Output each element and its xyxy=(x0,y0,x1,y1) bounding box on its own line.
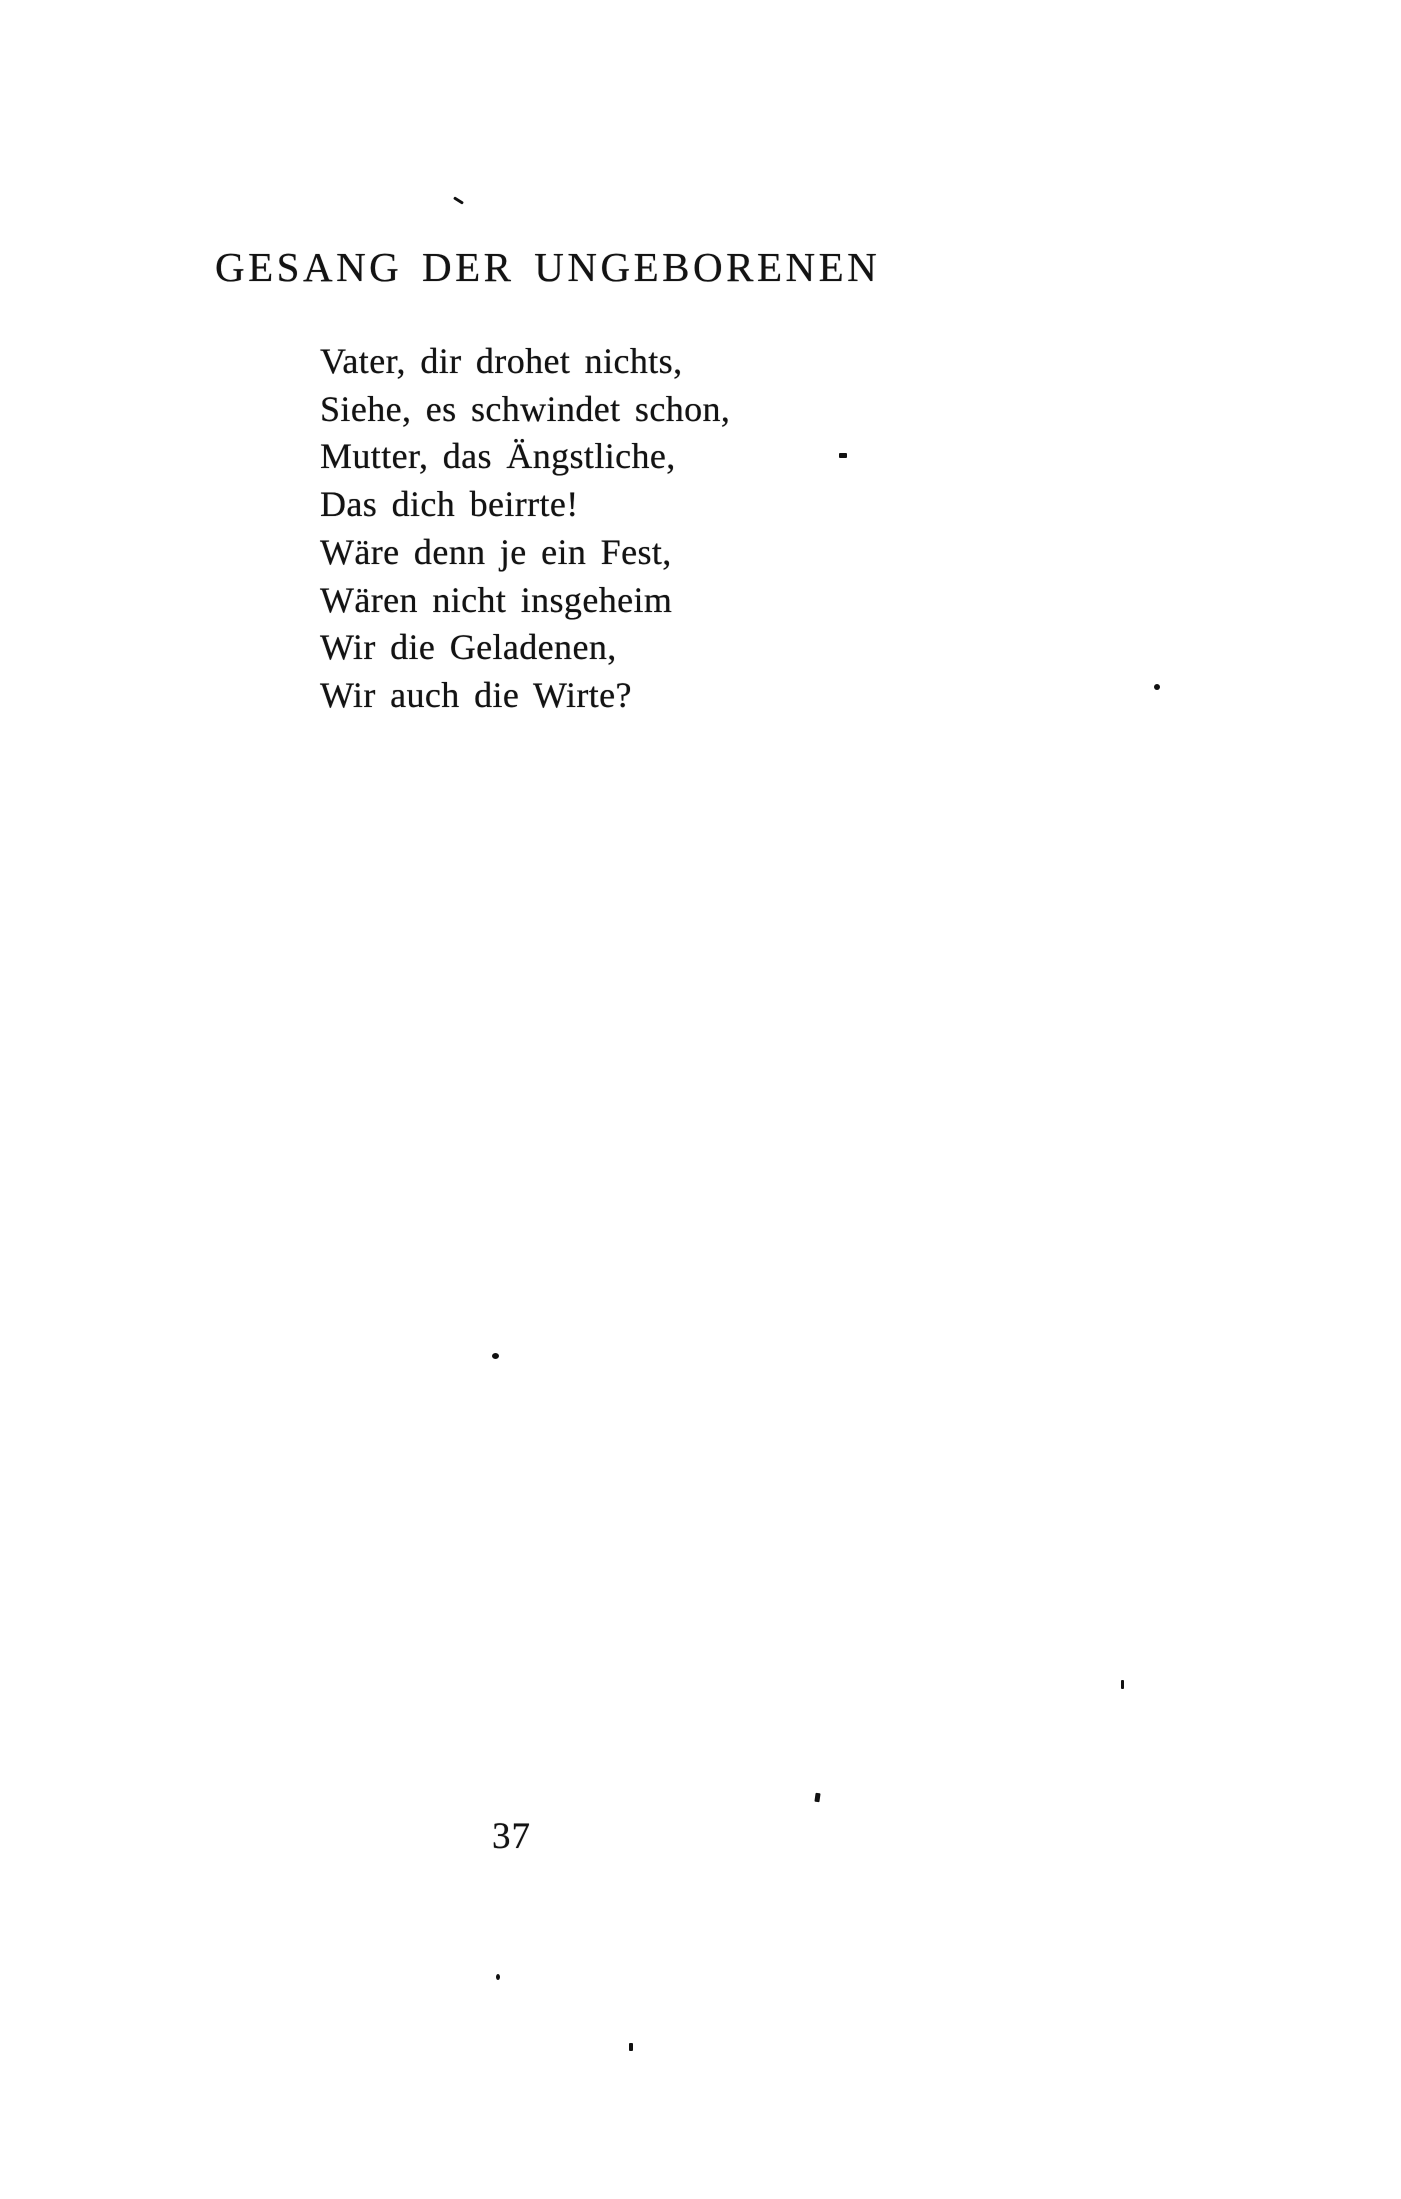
page-number: 37 xyxy=(492,1816,531,1857)
scan-speck xyxy=(492,1353,499,1359)
poem-line: Das dich beirrte! xyxy=(320,484,579,525)
poem-line: Wir die Geladenen, xyxy=(320,627,617,668)
scan-speck xyxy=(496,1974,500,1980)
poem-title: GESANG DER UNGEBORENEN xyxy=(215,244,881,290)
scan-speck xyxy=(629,2043,633,2051)
poem-line: Siehe, es schwindet schon, xyxy=(320,388,731,429)
poem-line: Wir auch die Wirte? xyxy=(320,674,632,715)
scan-speck xyxy=(839,453,847,458)
poem-line: Vater, dir drohet nichts, xyxy=(320,341,683,381)
scan-speck xyxy=(814,1793,820,1803)
scan-speck xyxy=(1154,684,1160,690)
poem-stanza xyxy=(320,338,730,720)
poem-line: Wäre denn je ein Fest, xyxy=(320,531,672,572)
poem-line: Wären nicht insgeheim xyxy=(320,579,673,620)
poem-line: Mutter, das Ängstliche, xyxy=(320,436,676,477)
scan-speck xyxy=(453,196,464,204)
scan-speck xyxy=(1121,1680,1124,1689)
